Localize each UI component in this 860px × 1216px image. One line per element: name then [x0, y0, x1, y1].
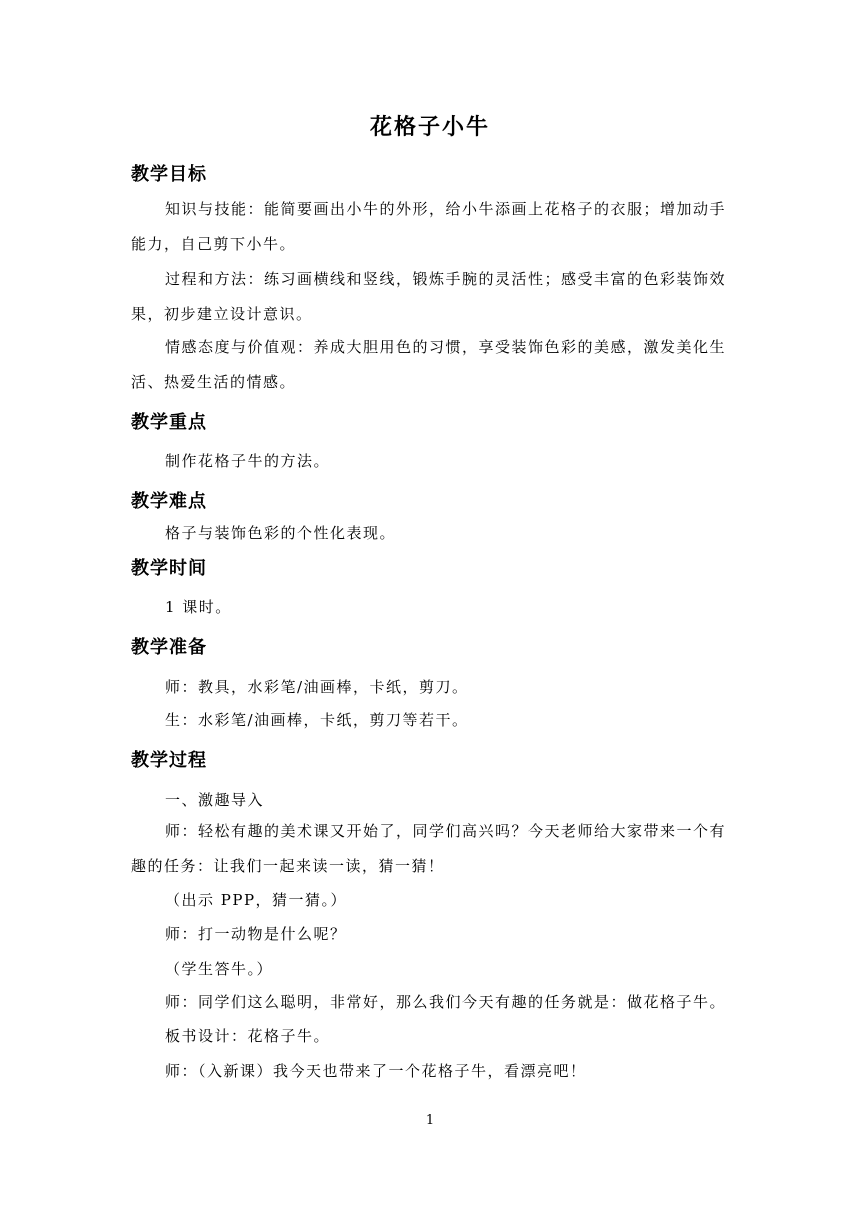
heading-teaching-goals: 教学目标 — [131, 164, 207, 185]
key-points-text: 制作花格子牛的方法。 — [165, 452, 331, 470]
heading-difficulties: 教学难点 — [131, 491, 207, 512]
process-paragraph-7: 师：（入新课）我今天也带来了一个花格子牛，看漂亮吧！ — [165, 1062, 587, 1080]
difficulties-text: 格子与装饰色彩的个性化表现。 — [165, 524, 397, 542]
teaching-time-text: 1 课时。 — [165, 598, 232, 616]
page-number: 1 — [425, 1113, 435, 1128]
process-paragraph-6: 板书设计：花格子牛。 — [165, 1027, 331, 1045]
process-paragraph-4: （学生答牛。） — [165, 960, 274, 978]
heading-key-points: 教学重点 — [131, 412, 207, 433]
process-paragraph-5: 师：同学们这么聪明，非常好，那么我们今天有趣的任务就是：做花格子牛。 — [165, 993, 727, 1011]
goal-emotion-paragraph: 情感态度与价值观：养成大胆用色的习惯，享受装饰色彩的美感，激发美化生活、热爱生活的情感。 — [131, 338, 727, 391]
heading-teaching-time: 教学时间 — [131, 558, 207, 579]
heading-teaching-process: 教学过程 — [131, 750, 207, 771]
goal-knowledge-paragraph: 知识与技能：能简要画出小牛的外形，给小牛添画上花格子的衣服；增加动手能力，自己剪下小牛。 — [131, 200, 727, 253]
goal-process-paragraph: 过程和方法：练习画横线和竖线，锻炼手腕的灵活性；感受丰富的色彩装饰效果，初步建立设计意识。 — [131, 270, 727, 323]
preparation-teacher: 师：教具，水彩笔/油画棒，卡纸，剪刀。 — [165, 678, 469, 696]
process-paragraph-1: 师：轻松有趣的美术课又开始了，同学们高兴吗？今天老师给大家带来一个有趣的任务：让我们一起来读一读，猜一猜！ — [131, 822, 727, 875]
preparation-student: 生：水彩笔/油画棒，卡纸，剪刀等若干。 — [165, 711, 469, 729]
process-paragraph-3: 师：打一动物是什么呢？ — [165, 925, 347, 943]
document-title: 花格子小牛 — [369, 115, 490, 140]
process-step-1-title: 一、激趣导入 — [165, 791, 265, 809]
process-paragraph-2: （出示 PPP，猜一猜。） — [165, 891, 348, 909]
heading-preparation: 教学准备 — [131, 637, 207, 658]
